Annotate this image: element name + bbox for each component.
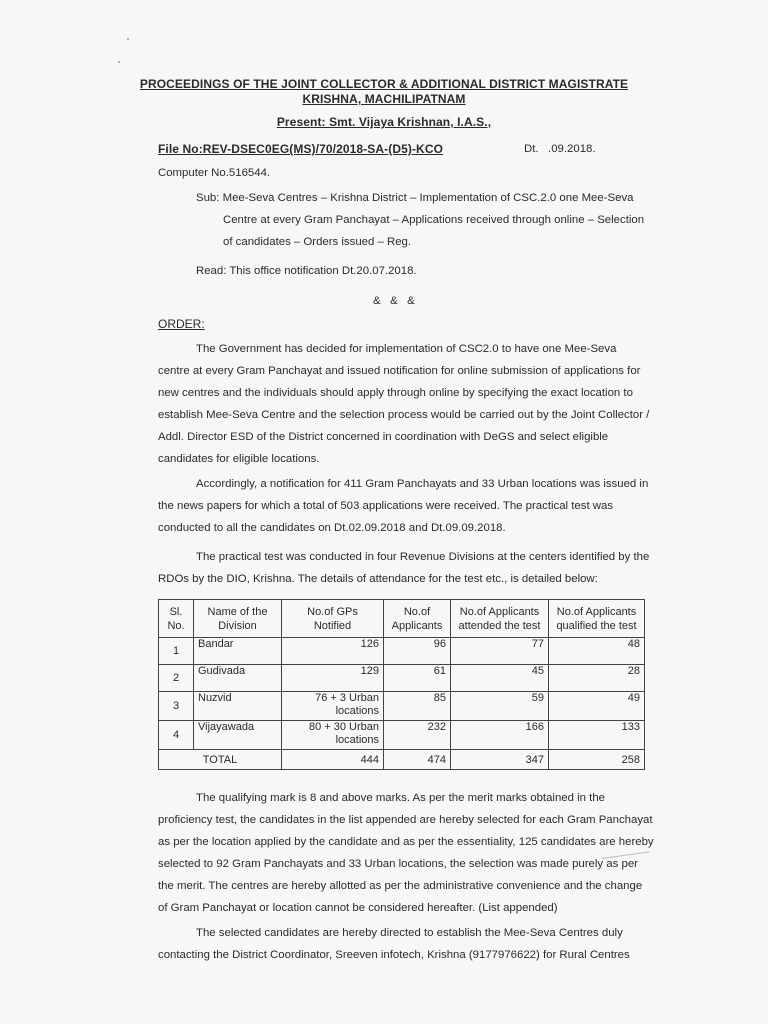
para2-line: Accordingly, a notification for 411 Gram Panchayats and 33 Urban locations was issued in: [196, 478, 649, 490]
row-applicants: 85: [384, 692, 451, 721]
subject-line-1: Sub: Mee-Seva Centres – Krishna District – Implementation of CSC.2.0 one Mee-Seva: [196, 192, 634, 204]
row-gps: 129: [282, 665, 384, 692]
scan-speck: [118, 61, 120, 63]
file-date: Dt. .09.2018.: [524, 143, 596, 155]
read-reference: Read: This office notification Dt.20.07.2018.: [196, 265, 417, 277]
para4-line: as per the location applied by the candidate and as per the essentiality, 125 candidates are hereby: [158, 836, 654, 848]
header-attended: No.of Applicants attended the test: [451, 600, 549, 638]
table-row: [159, 721, 645, 750]
scan-speck: [127, 38, 129, 40]
order-heading: ORDER:: [158, 317, 205, 331]
table-row: [159, 665, 645, 692]
para4-line: selected to 92 Gram Panchayats and 33 Urban locations, the selection was made purely as per: [158, 858, 638, 870]
row-gps: 76 + 3 Urban locations: [282, 692, 384, 721]
para1-line: new centres and the individuals should apply through online by specifying the exact location to: [158, 387, 633, 399]
present-officer: Present: Smt. Vijaya Krishnan, I.A.S.,: [276, 115, 492, 129]
table-total-row: [159, 750, 645, 770]
table-header-row: [159, 600, 645, 638]
row-attended: 77: [451, 638, 549, 665]
para4-line: of Gram Panchayat or location cannot be considered hereafter. (List appended): [158, 902, 558, 914]
total-gps: 444: [282, 750, 384, 770]
total-label: TOTAL: [159, 750, 282, 770]
row-sl: 4: [159, 721, 194, 750]
para2-line: conducted to all the candidates on Dt.02.09.2018 and Dt.09.09.2018.: [158, 522, 506, 534]
row-gps: 80 + 30 Urban locations: [282, 721, 384, 750]
para4-line: the merit. The centres are hereby allotted as per the administrative convenience and the change: [158, 880, 643, 892]
attendance-table: [158, 599, 645, 770]
row-gps: 126: [282, 638, 384, 665]
para1-line: establish Mee-Seva Centre and the selection process would be carried out by the Joint Collector /: [158, 409, 650, 421]
para4-line: The qualifying mark is 8 and above marks. As per the merit marks obtained in the: [196, 792, 605, 804]
header-applicants: No.of Applicants: [384, 600, 451, 638]
header-qualified: No.of Applicants qualified the test: [549, 600, 645, 638]
header-gps-notified: No.of GPs Notified: [282, 600, 384, 638]
computer-number: Computer No.516544.: [158, 167, 271, 179]
para3-line: RDOs by the DIO, Krishna. The details of attendance for the test etc., is detailed below:: [158, 573, 598, 585]
header-division: Name of the Division: [194, 600, 282, 638]
row-qualified: 49: [549, 692, 645, 721]
table-row: [159, 638, 645, 665]
total-qualified: 258: [549, 750, 645, 770]
row-applicants: 96: [384, 638, 451, 665]
para4-line: proficiency test, the candidates in the list appended are hereby selected for each Gram Panchayat: [158, 814, 653, 826]
proceedings-location: KRISHNA, MACHILIPATNAM: [302, 92, 466, 106]
proceedings-title: PROCEEDINGS OF THE JOINT COLLECTOR & ADDITIONAL DISTRICT MAGISTRATE: [139, 77, 629, 91]
row-attended: 45: [451, 665, 549, 692]
file-number: File No:REV-DSEC0EG(MS)/70/2018-SA-(D5)-KCO: [158, 142, 444, 156]
header-sl-no: Sl. No.: [159, 600, 194, 638]
row-division: Gudivada: [194, 665, 282, 692]
para1-line: centre at every Gram Panchayat and issued notification for online submission of applications for: [158, 365, 641, 377]
row-attended: 59: [451, 692, 549, 721]
row-applicants: 61: [384, 665, 451, 692]
row-attended: 166: [451, 721, 549, 750]
row-qualified: 28: [549, 665, 645, 692]
row-qualified: 133: [549, 721, 645, 750]
para5-line: contacting the District Coordinator, Sreeven infotech, Krishna (9177976622) for Rural Centres: [158, 949, 630, 961]
para1-line: The Government has decided for implementation of CSC2.0 to have one Mee-Seva: [196, 343, 617, 355]
row-applicants: 232: [384, 721, 451, 750]
row-qualified: 48: [549, 638, 645, 665]
section-separator: & & &: [373, 295, 415, 307]
row-sl: 2: [159, 665, 194, 692]
para2-line: the news papers for which a total of 503 applications were received. The practical test was: [158, 500, 614, 512]
row-division: Vijayawada: [194, 721, 282, 750]
para1-line: candidates for eligible locations.: [158, 453, 320, 465]
subject-line-2: Centre at every Gram Panchayat – Applications received through online – Selection: [223, 214, 645, 226]
row-division: Nuzvid: [194, 692, 282, 721]
para1-line: Addl. Director ESD of the District concerned in coordination with DeGS and select eligible: [158, 431, 609, 443]
row-sl: 1: [159, 638, 194, 665]
row-sl: 3: [159, 692, 194, 721]
para3-line: The practical test was conducted in four Revenue Divisions at the centers identified by the: [196, 551, 650, 563]
total-applicants: 474: [384, 750, 451, 770]
subject-line-3: of candidates – Orders issued – Reg.: [223, 236, 412, 248]
total-attended: 347: [451, 750, 549, 770]
table-row: [159, 692, 645, 721]
row-division: Bandar: [194, 638, 282, 665]
para5-line: The selected candidates are hereby directed to establish the Mee-Seva Centres duly: [196, 927, 623, 939]
